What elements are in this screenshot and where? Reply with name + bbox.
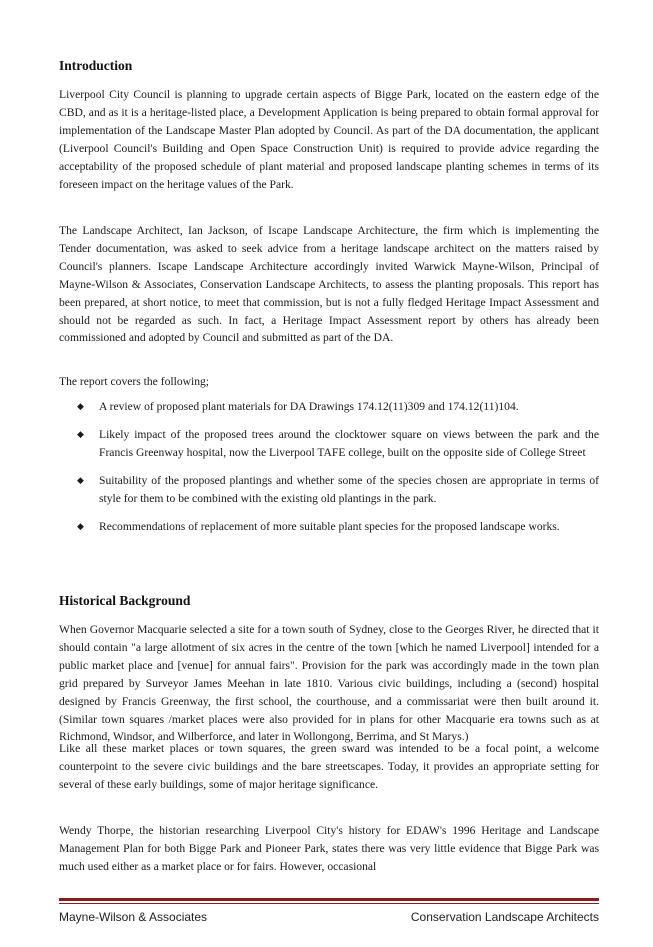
report-coverage-list xyxy=(59,398,599,545)
history-paragraph-1: When Governor Macquarie selected a site for a town south of Sydney, close to the Georges River, he directed that it should contain "a large allotment of six acres in the centre of the town [which he named Liverpool] intended for a public market place and [venue] for annual fairs". Provision for the park was accordingly made in the town plan grid prepared by Surveyor James Meehan in late 1810. Various civic buildings, including a (second) hospital designed by Francis Greenway, the first school, the courthouse, and a commissariat were then built around it. (Similar town squares /market places were also provided for in plans for other Macquarie era towns such as at Richmond, Windsor, and Wilberforce, and later in Wollongong, Berrima, and St Marys.) xyxy=(59,623,599,744)
bullet-icon: ◆ xyxy=(77,428,84,439)
historical-background-heading: Historical Background xyxy=(59,593,191,608)
list-item: ◆ Likely impact of the proposed trees around the clocktower square on views between the park and the Francis Greenway hospital, now the Liverpool TAFE college, built on the opposite side of College Street xyxy=(77,427,599,459)
bullet-icon: ◆ xyxy=(77,474,84,485)
page-footer xyxy=(59,898,599,924)
footer-rule-thin xyxy=(59,903,599,904)
footer-right-text: Conservation Landscape Architects xyxy=(410,910,599,924)
bullet-icon: ◆ xyxy=(77,401,84,411)
intro-paragraph-2: The Landscape Architect, Ian Jackson, of Iscape Landscape Architecture, the firm which is implementing the Tender documentation, was asked to seek advice from a heritage landscape architect on the matters raised by Council's planners. Iscape Landscape Architecture accordingly invited Warwick Mayne-Wilson, Principal of Mayne-Wilson & Associates, Conservation Landscape Architects, to assess the planting proposals. This report has been prepared, at short notice, to meet that commission, but is not a fully fledged Heritage Impact Assessment and should not be regarded as such. In fact, a Heritage Impact Assessment report by others has already been commissioned and adopted by Council and submitted as part of the DA. xyxy=(59,224,599,345)
history-paragraph-2: Like all these market places or town squares, the green sward was intended to be a focal point, a welcome counterpoint to the severe civic buildings and the bare streetscapes. Today, it provides an appropriate setting for several of these early buildings, some of major heritage significance. xyxy=(59,742,599,791)
footer-left-text: Mayne-Wilson & Associates xyxy=(59,910,208,924)
list-item: ◆ A review of proposed plant materials for DA Drawings 174.12(11)309 and 174.12(11)104. xyxy=(59,398,599,416)
list-item: ◆ Recommendations of replacement of more suitable plant species for the proposed landscape works. xyxy=(59,518,599,536)
bullet-icon: ◆ xyxy=(77,520,84,531)
footer-rule xyxy=(59,898,599,901)
intro-paragraph-1: Liverpool City Council is planning to upgrade certain aspects of Bigge Park, located on the eastern edge of the CBD, and as it is a heritage-listed place, a Development Application is being prepared to obtain formal approval for implementation of the Landscape Master Plan adopted by Council. As part of the DA documentation, the applicant (Liverpool Council's Building and Open Space Construction Unit) is required to provide advice regarding the acceptability of the proposed schedule of plant material and proposed landscape planting schemes in terms of its foreseen impact on the heritage values of the Park. xyxy=(59,88,599,191)
introduction-heading: Introduction xyxy=(59,58,133,73)
history-paragraph-3: Wendy Thorpe, the historian researching Liverpool City's history for EDAW's 1996 Heritage and Landscape Management Plan for both Bigge Park and Pioneer Park, states there was very little evidence that Bigge Park was much used either as a market place or for fairs. However, occasional xyxy=(59,824,599,873)
intro-paragraph-3: The report covers the following; xyxy=(59,375,210,388)
list-item: ◆ Suitability of the proposed plantings and whether some of the species chosen are appropriate in terms of style for them to be combined with the existing old plantings in the park. xyxy=(77,473,599,505)
